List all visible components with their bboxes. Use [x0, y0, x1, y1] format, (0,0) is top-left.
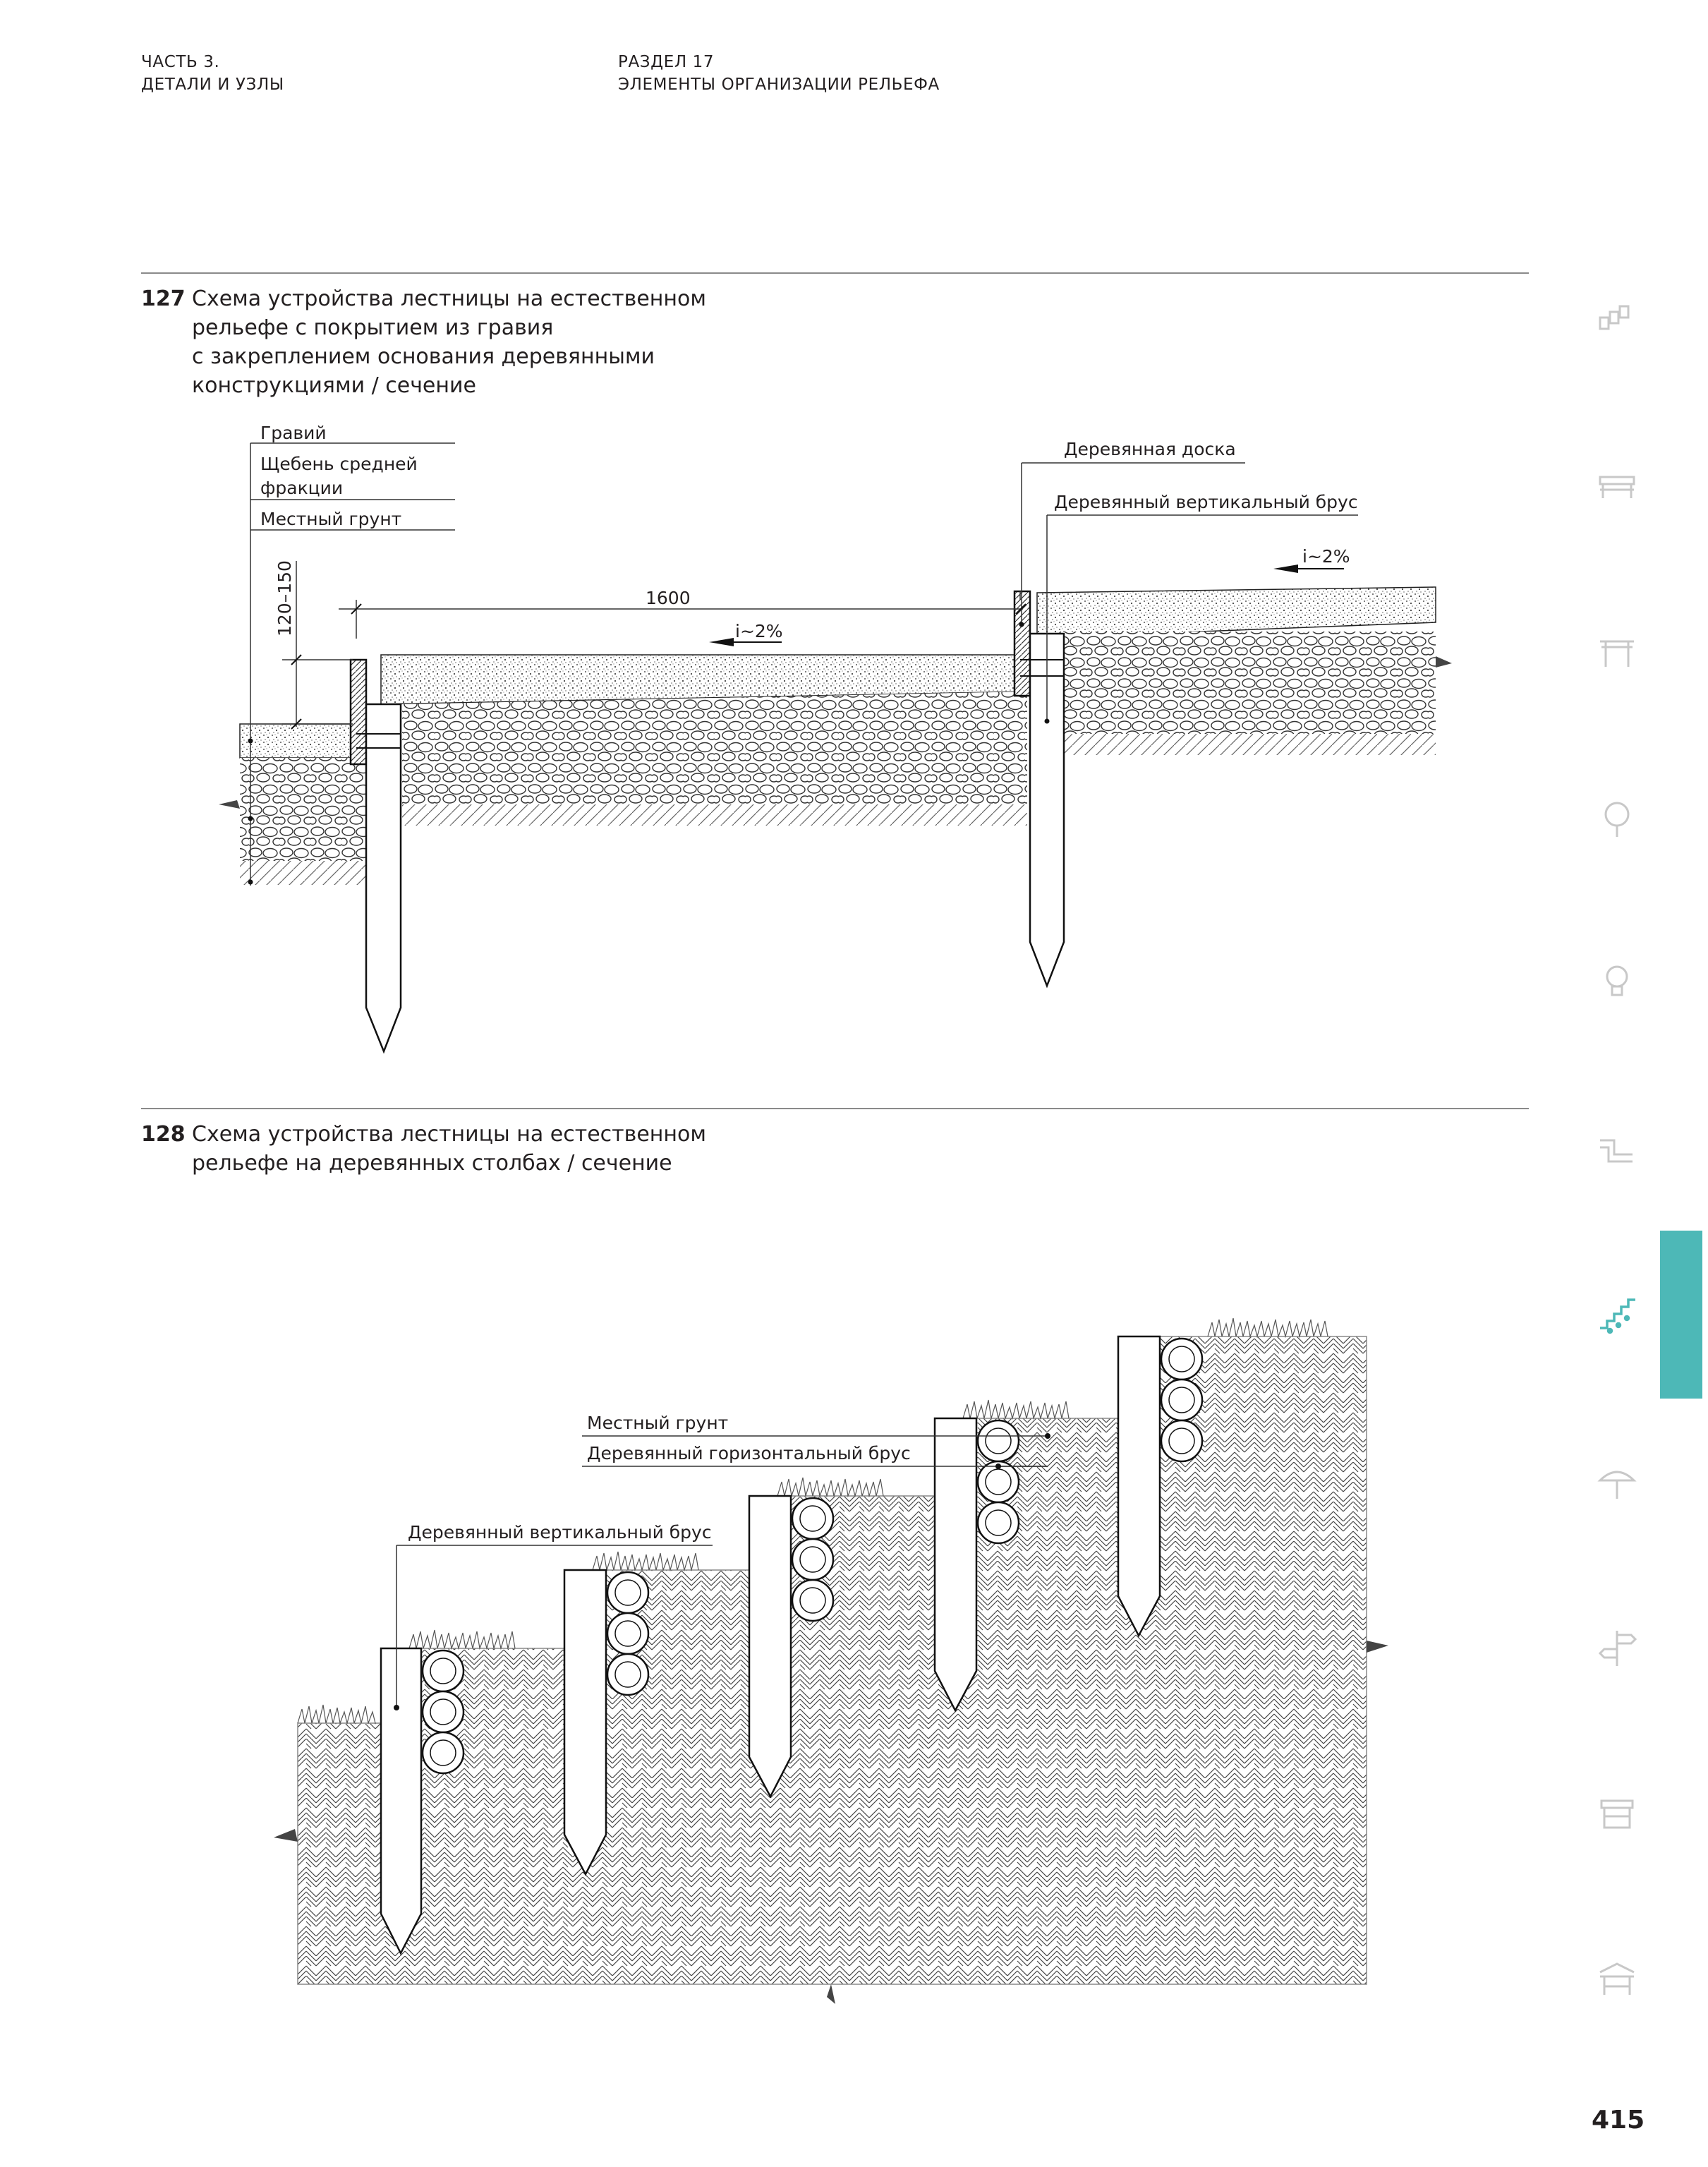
part-line2: ДЕТАЛИ И УЗЛЫ	[141, 76, 284, 94]
crushed-stone-layer-middle	[402, 692, 1027, 819]
figure-127-title-line: конструкциями / сечение	[192, 373, 476, 398]
umbrella-icon[interactable]	[1596, 1461, 1638, 1503]
pergola-icon[interactable]	[1596, 632, 1638, 674]
vertical-post-3	[749, 1496, 791, 1797]
figure-128-title-line: рельефе на деревянных столбах / сечение	[192, 1151, 672, 1176]
figure-127-title-line: рельефе с покрытием из гравия	[192, 315, 554, 340]
gravel-layer-upper	[1037, 587, 1436, 638]
kiosk-icon[interactable]	[1596, 1792, 1638, 1835]
blocks-icon[interactable]	[1596, 299, 1638, 342]
figure-128-drawing	[274, 1318, 1388, 2004]
label-wooden-board: Деревянная доска	[1064, 439, 1236, 459]
figure-127-drawing	[219, 423, 1452, 1051]
stairs-icon[interactable]	[1596, 1293, 1638, 1335]
slope-lower: i~2%	[735, 621, 783, 641]
soil-layer-upper	[1058, 734, 1436, 755]
dimension-length: 1600	[646, 588, 691, 608]
crushed-stone-layer-left	[240, 758, 374, 861]
bench-icon[interactable]	[1596, 466, 1638, 508]
label-gravel: Гравий	[260, 423, 327, 443]
label-crushed-stone: Щебень средней	[260, 454, 418, 474]
shelter-icon[interactable]	[1596, 1958, 1638, 2000]
label-crushed-stone-2: фракции	[260, 478, 344, 498]
break-mark	[219, 800, 240, 809]
label-vertical-beam: Деревянный вертикальный брус	[1054, 492, 1358, 512]
label-vertical-beam-128: Деревянный вертикальный брус	[408, 1522, 712, 1543]
label-local-soil-128: Местный грунт	[587, 1413, 729, 1433]
vertical-post-5	[1118, 1336, 1160, 1636]
page-number: 415	[1592, 2106, 1645, 2135]
vertical-post-left	[366, 704, 401, 1051]
vertical-post-4	[935, 1418, 976, 1710]
section-line1: РАЗДЕЛ 17	[618, 53, 715, 71]
figure-127-number: 127	[141, 286, 186, 311]
vertical-post-1	[381, 1648, 421, 1953]
vertical-post-2	[564, 1570, 606, 1874]
figure-128-number: 128	[141, 1122, 186, 1147]
gravel-layer-left	[240, 724, 353, 758]
label-local-soil: Местный грунт	[260, 509, 402, 529]
section-line2: ЭЛЕМЕНТЫ ОРГАНИЗАЦИИ РЕЛЬЕФА	[618, 76, 940, 94]
figure-128-title-line: Схема устройства лестницы на естественном	[192, 1122, 706, 1147]
label-horizontal-beam: Деревянный горизонтальный брус	[587, 1443, 911, 1463]
pipe-icon[interactable]	[1596, 1129, 1638, 1171]
figure-127-title-line: Схема устройства лестницы на естественном	[192, 286, 706, 311]
soil-layer-left	[240, 861, 374, 885]
tree-icon[interactable]	[1596, 797, 1638, 840]
signpost-icon[interactable]	[1596, 1626, 1638, 1669]
lightbulb-icon[interactable]	[1596, 961, 1638, 1003]
figure-127-title-line: с закреплением основания деревянными	[192, 344, 655, 369]
soil-layer-middle	[402, 804, 1027, 826]
section-tab[interactable]	[1660, 1231, 1702, 1399]
break-mark	[1436, 656, 1452, 668]
crushed-stone-layer-upper	[1058, 632, 1436, 741]
part-line1: ЧАСТЬ 3.	[141, 53, 220, 71]
slope-upper: i~2%	[1302, 546, 1350, 567]
dimension-height: 120–150	[274, 560, 295, 636]
